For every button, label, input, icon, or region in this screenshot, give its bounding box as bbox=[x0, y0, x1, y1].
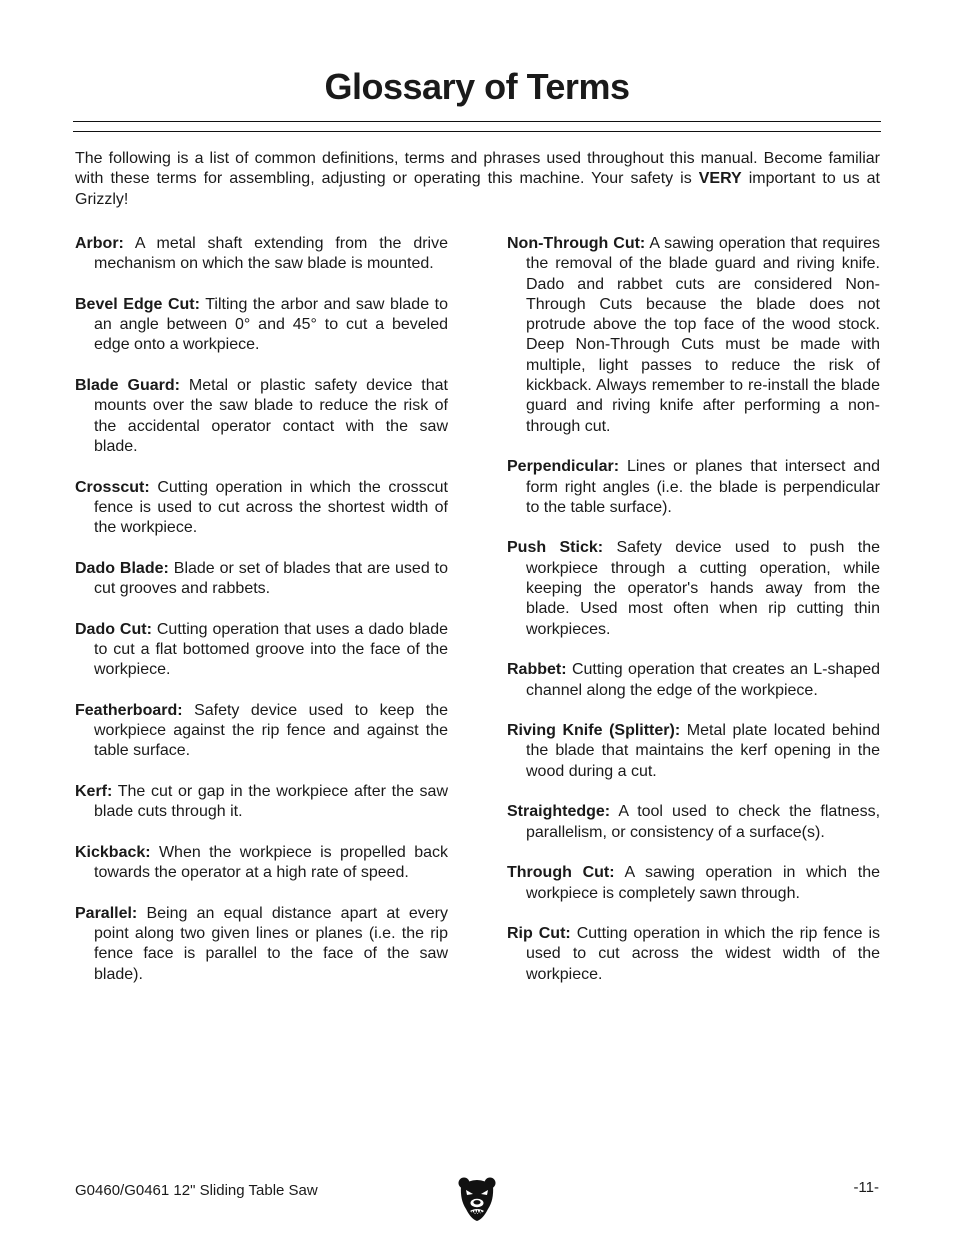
glossary-term: Dado Cut: bbox=[75, 620, 152, 638]
glossary-definition: Metal or plastic safety device that mounts over the saw blade to reduce the risk of the accidental operator contact with the saw blade. bbox=[94, 377, 448, 455]
glossary-entry bbox=[75, 234, 448, 275]
glossary-definition: Tilting the arbor and saw blade to an angle between 0° and 45° to cut a beveled edge onto a workpiece. bbox=[94, 295, 449, 354]
footer-page-number: -11- bbox=[853, 1179, 879, 1196]
glossary-entry bbox=[507, 457, 880, 518]
glossary-column-left bbox=[75, 234, 448, 1005]
glossary-term: Parallel: bbox=[75, 904, 138, 922]
glossary-term: Push Stick: bbox=[507, 539, 604, 557]
intro-text-after: important to us at Grizzly! bbox=[75, 170, 880, 208]
glossary-term: Kickback: bbox=[75, 843, 151, 861]
glossary-entry bbox=[507, 863, 880, 904]
glossary-definition: Lines or planes that intersect and form right angles (i.e. the blade is perpendicular to the table surface). bbox=[526, 458, 880, 516]
glossary-term: Arbor: bbox=[75, 235, 124, 252]
glossary-definition: The cut or gap in the workpiece after the saw blade cuts through it. bbox=[94, 783, 449, 821]
glossary-definition: Blade or set of blades that are used to cut grooves and rabbets. bbox=[94, 559, 449, 598]
glossary-definition: A metal shaft extending from the drive mechanism on which the saw blade is mounted. bbox=[94, 235, 448, 273]
glossary-definition: Safety device used to keep the workpiece against the rip fence and against the table surface. bbox=[94, 701, 449, 760]
glossary-term: Bevel Edge Cut: bbox=[75, 295, 200, 313]
glossary-entry bbox=[507, 802, 880, 843]
glossary-term: Featherboard: bbox=[75, 701, 183, 719]
glossary-definition: A sawing operation that requires the removal of the blade guard and riving knife. Dado and rabbet cuts are considered Non-Through Cuts because the blade does not protrude above the top face of the wood stock. Deep Non-Through Cuts must be made with multiple, light passes to reduce the risk of kickback. Always remember to re-install the blade guard and riving knife after performing a non-through cut. bbox=[526, 235, 881, 435]
glossary-definition: Cutting operation that creates an L-shaped channel along the edge of the workpiece. bbox=[526, 661, 880, 699]
glossary-entry bbox=[75, 782, 448, 823]
glossary-term: Straightedge: bbox=[507, 803, 611, 821]
glossary-entry bbox=[75, 376, 448, 457]
glossary-entry bbox=[75, 701, 448, 762]
glossary-entry bbox=[507, 234, 880, 437]
glossary-definition: Safety device used to push the workpiece through a cutting operation, while keeping the operator's hands away from the blade. Used most often when rip cutting thin workpieces. bbox=[526, 539, 880, 638]
glossary-term: Through Cut: bbox=[507, 864, 615, 882]
glossary-definition: A tool used to check the flatness, parallelism, or consistency of a surface(s). bbox=[526, 803, 881, 841]
glossary-entry bbox=[75, 620, 448, 681]
glossary-entry bbox=[75, 295, 448, 356]
glossary-term: Crosscut: bbox=[75, 478, 150, 496]
glossary-entry bbox=[507, 660, 880, 701]
glossary-term: Kerf: bbox=[75, 783, 113, 801]
glossary-entry bbox=[75, 478, 448, 539]
footer-model-name: G0460/G0461 12" Sliding Table Saw bbox=[75, 1182, 318, 1199]
glossary-term: Blade Guard: bbox=[75, 377, 180, 395]
glossary-definition: Metal plate located behind the blade that maintains the kerf opening in the wood during a cut. bbox=[526, 722, 880, 780]
title-rule-bottom bbox=[73, 131, 881, 132]
glossary-term: Perpendicular: bbox=[507, 458, 620, 476]
glossary-entry bbox=[507, 538, 880, 639]
glossary-definition: A sawing operation in which the workpiece is completely sawn through. bbox=[526, 864, 881, 902]
glossary-definition: Cutting operation in which the crosscut fence is used to cut across the shortest width of the workpiece. bbox=[94, 478, 448, 537]
glossary-column-right bbox=[507, 234, 880, 1005]
glossary-term: Rip Cut: bbox=[507, 925, 571, 943]
intro-paragraph bbox=[75, 149, 880, 210]
glossary-term: Dado Blade: bbox=[75, 559, 169, 577]
title-rule-top bbox=[73, 121, 881, 122]
glossary-term: Riving Knife (Splitter): bbox=[507, 722, 681, 740]
glossary-term: Rabbet: bbox=[507, 661, 567, 679]
glossary-entry bbox=[75, 843, 448, 884]
glossary-entry bbox=[507, 721, 880, 782]
glossary-entry bbox=[75, 559, 448, 600]
glossary-entry bbox=[75, 904, 448, 985]
grizzly-bear-logo-icon bbox=[457, 1176, 497, 1222]
glossary-definition: Cutting operation in which the rip fence is used to cut across the widest width of the workpiece. bbox=[526, 925, 881, 983]
glossary-term: Non-Through Cut: bbox=[507, 235, 646, 252]
glossary-definition: When the workpiece is propelled back towards the operator at a high rate of speed. bbox=[94, 843, 448, 882]
glossary-definition: Cutting operation that uses a dado blade to cut a flat bottomed groove into the face of the workpiece. bbox=[94, 620, 448, 679]
glossary-entry bbox=[507, 924, 880, 985]
glossary-definition: Being an equal distance apart at every point along two given lines or planes (i.e. the rip fence face is parallel to the face of the saw blade). bbox=[94, 904, 448, 983]
page-title: Glossary of Terms bbox=[324, 66, 630, 107]
intro-text-before: The following is a list of common definitions, terms and phrases used throughout this manual. Become familiar with these terms for assembling, adjusting or operating this machine. Your safety is bbox=[75, 150, 880, 188]
intro-emphasis: VERY bbox=[698, 170, 742, 188]
